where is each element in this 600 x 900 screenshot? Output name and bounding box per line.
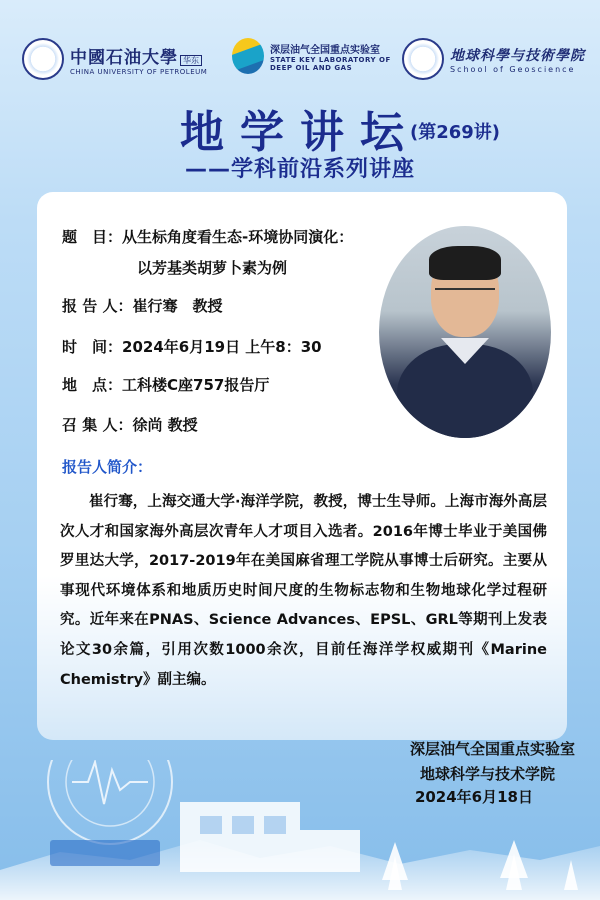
geo-name-en: School of Geoscience: [450, 64, 576, 74]
topic-line1: 从生标角度看生态-环境协同演化：: [122, 228, 354, 246]
page-title: 地学讲坛: [180, 107, 420, 158]
logo-row: [0, 38, 600, 88]
topic-line2: 以芳基类胡萝卜素为例: [137, 259, 288, 277]
lab-name-en1: STATE KEY LABORATORY OF: [270, 55, 391, 64]
speaker-row: [62, 295, 222, 316]
lab-name-cn: 深层油气全国重点实验室: [270, 44, 380, 56]
signature-org2: 地球科学与技术学院: [419, 765, 555, 783]
lecture-number: (第269讲): [410, 122, 501, 143]
time-value: 2024年6月19日 上午8：30: [122, 338, 322, 356]
bio-text: 崔行骞，上海交通大学·海洋学院，教授，博士生导师。上海市海外高层次人才和国家海外高层次青年人才项目入选者。2016年博士毕业于美国佛罗里达大学，2017-2019年在美国麻省理工学院从事博士后研究。主要从事现代环境体系和地质历史时间尺度的生物标志物和生物地球化学过程研究。近年来在PNAS、Science Advances、EPSL、GRL等期刊上发表论文30余篇，引用次数1000余次，目前任海洋学权威期刊《Marine Chemistry》副主编。: [60, 494, 547, 688]
topic-label: 题 目：: [62, 228, 123, 246]
oil-drop-icon: [232, 38, 264, 74]
lab-logo: [232, 38, 391, 74]
geo-emblem-icon: [402, 38, 444, 80]
stamp-calligraphy: [416, 820, 486, 864]
photo-hair: [429, 246, 501, 280]
cup-name-cn: 中國石油大學: [70, 47, 178, 68]
host-row: [62, 414, 198, 435]
host-label: 召 集 人：: [62, 416, 133, 434]
time-row: [62, 336, 322, 357]
cup-tag: 华东: [180, 55, 202, 66]
page-subtitle: ——学科前沿系列讲座: [184, 157, 415, 182]
school-seal-icon: [48, 760, 172, 844]
geo-logo: [402, 38, 585, 80]
host-value: 徐尚 教授: [132, 416, 198, 434]
bio-heading: 报告人简介：: [62, 458, 153, 476]
geo-name-cn: 地球科學与技術學院: [450, 47, 585, 64]
speaker-label: 报 告 人：: [62, 297, 133, 315]
building-icon: [180, 802, 360, 872]
photo-glasses: [435, 288, 495, 304]
lab-name-en2: DEEP OIL AND GAS: [270, 63, 353, 72]
signature-org1: 深层油气全国重点实验室: [409, 740, 575, 758]
campus-illustration: [0, 760, 600, 900]
speaker-value: 崔行骞 教授: [132, 297, 223, 315]
time-label: 时 间：: [62, 338, 123, 356]
cup-name-en: CHINA UNIVERSITY OF PETROLEUM: [70, 67, 208, 76]
place-value: 工科楼C座757报告厅: [122, 376, 270, 394]
place-label: 地 点：: [62, 376, 123, 394]
cup-logo: [22, 38, 207, 80]
place-row: [62, 374, 269, 395]
topic-row: [62, 226, 353, 247]
signature-date: 2024年6月18日: [414, 788, 533, 806]
cup-emblem-icon: [22, 38, 64, 80]
speaker-photo: [379, 226, 551, 438]
